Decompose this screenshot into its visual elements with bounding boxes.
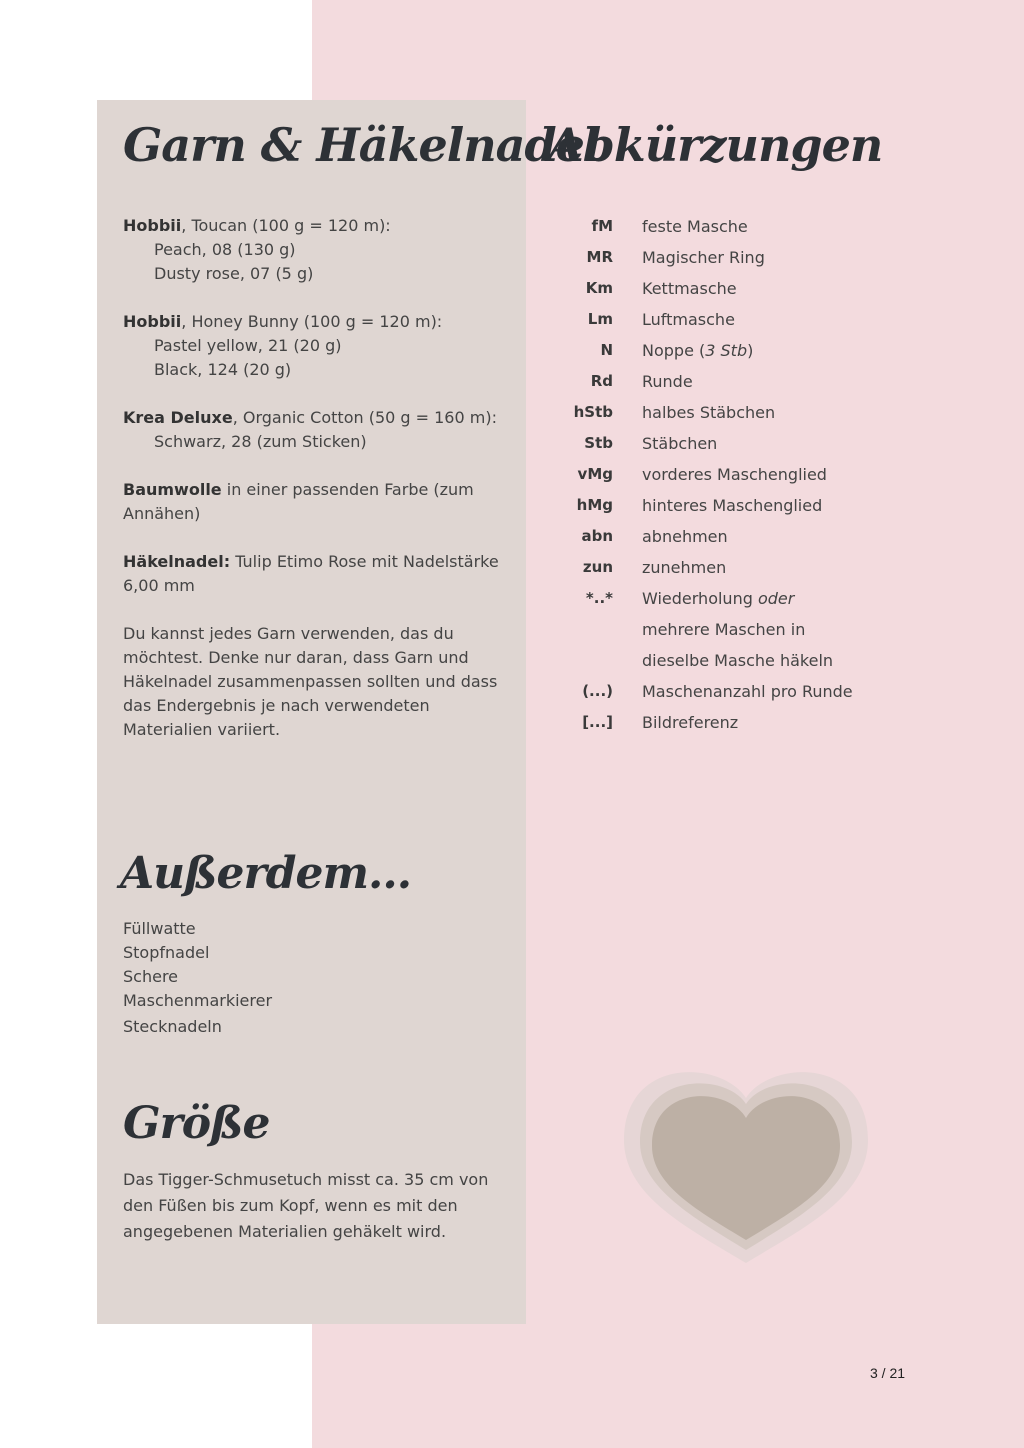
list-item: Schere	[123, 967, 179, 986]
yarn-color: Schwarz, 28 (zum Sticken)	[154, 432, 367, 451]
yarn-brand: Krea Deluxe	[123, 408, 233, 427]
abbreviation-text: zunehmen	[642, 558, 727, 577]
abbreviation-row	[548, 490, 878, 521]
list-item: Stecknadeln	[123, 1017, 222, 1036]
yarn-item	[123, 310, 503, 382]
yarn-color: Peach, 08 (130 g)	[154, 240, 296, 259]
abbreviation-row	[548, 459, 878, 490]
abbreviation-key: Stb	[584, 434, 613, 452]
abbreviation-row	[548, 428, 878, 459]
abbreviation-row	[548, 211, 878, 242]
abbreviations-heading: Abkürzungen	[548, 118, 883, 172]
abbreviation-text: Runde	[642, 372, 693, 391]
hook-item	[123, 550, 503, 598]
yarn-color: Pastel yellow, 21 (20 g)	[154, 336, 342, 355]
abbreviation-key: *..*	[585, 589, 613, 607]
abbreviation-emphasis: 3 Stb	[705, 341, 748, 360]
abbreviation-value	[642, 676, 862, 707]
abbreviation-text: abnehmen	[642, 527, 728, 546]
page-number: 3 / 21	[870, 1365, 906, 1381]
heart-icon	[622, 1058, 870, 1264]
extras-heading: Außerdem...	[120, 848, 412, 899]
abbreviation-key: (...)	[582, 682, 613, 700]
abbreviation-value	[642, 335, 862, 366]
abbreviation-row	[548, 304, 878, 335]
abbreviation-text: Kettmasche	[642, 279, 737, 298]
abbreviation-key: hMg	[576, 496, 613, 514]
yarn-brand: Hobbii	[123, 312, 182, 331]
yarn-heading: Garn & Häkelnadel	[123, 118, 601, 172]
abbreviation-row	[548, 707, 878, 738]
abbreviation-text-after: )	[747, 341, 754, 360]
abbreviation-text: Magischer Ring	[642, 248, 765, 267]
abbreviation-emphasis: oder	[757, 589, 795, 608]
abbreviation-key: abn	[581, 527, 613, 545]
hook-label: Häkelnadel:	[123, 552, 231, 571]
yarn-list	[123, 214, 503, 742]
abbreviation-row	[548, 552, 878, 583]
abbreviation-text: halbes Stäbchen	[642, 403, 776, 422]
abbreviation-value	[642, 459, 862, 490]
abbreviation-row	[548, 366, 878, 397]
abbreviation-key: Km	[585, 279, 613, 297]
abbreviation-row	[548, 521, 878, 552]
abbreviation-row	[548, 676, 878, 707]
yarn-brand: Hobbii	[123, 216, 182, 235]
abbreviation-text: Luftmasche	[642, 310, 735, 329]
abbreviation-key: Rd	[590, 372, 613, 390]
abbreviation-text: Wiederholung	[642, 589, 758, 608]
abbreviations-list	[548, 211, 878, 738]
abbreviation-value	[642, 397, 862, 428]
abbreviation-key: N	[600, 341, 613, 359]
abbreviation-value	[642, 490, 862, 521]
abbreviation-key: Lm	[587, 310, 613, 328]
hook-text: Tulip Etimo Rose mit Nadelstärke 6,00 mm	[123, 552, 499, 595]
abbreviation-key: MR	[586, 248, 613, 266]
cotton-label: Baumwolle	[123, 480, 222, 499]
abbreviation-row	[548, 397, 878, 428]
abbreviation-value	[642, 707, 862, 738]
size-heading: Größe	[123, 1098, 270, 1149]
list-item: Füllwatte	[123, 919, 196, 938]
yarn-product: , Toucan (100 g = 120 m):	[181, 216, 391, 235]
abbreviation-key: zun	[582, 558, 613, 576]
abbreviation-key: [...]	[582, 713, 613, 731]
abbreviation-text: feste Masche	[642, 217, 748, 236]
abbreviation-key: vMg	[577, 465, 613, 483]
abbreviation-row	[548, 583, 878, 676]
list-item: Maschenmarkierer	[123, 991, 273, 1010]
abbreviation-row	[548, 273, 878, 304]
abbreviation-value	[642, 521, 862, 552]
cotton-item	[123, 478, 503, 526]
yarn-product: , Organic Cotton (50 g = 160 m):	[232, 408, 497, 427]
abbreviation-value	[642, 304, 862, 335]
yarn-color: Black, 124 (20 g)	[154, 360, 292, 379]
abbreviation-text: Bildreferenz	[642, 713, 739, 732]
abbreviation-row	[548, 242, 878, 273]
yarn-product: , Honey Bunny (100 g = 120 m):	[181, 312, 443, 331]
abbreviation-value	[642, 583, 862, 676]
abbreviation-text: vorderes Maschenglied	[642, 465, 827, 484]
abbreviation-value	[642, 366, 862, 397]
abbreviation-text: Stäbchen	[642, 434, 718, 453]
abbreviation-row	[548, 335, 878, 366]
abbreviation-value	[642, 211, 862, 242]
cotton-text: in einer passenden Farbe (zum Annähen)	[123, 480, 474, 523]
abbreviation-text: hinteres Maschenglied	[642, 496, 823, 515]
yarn-item	[123, 214, 503, 286]
list-item: Stopfnadel	[123, 943, 210, 962]
abbreviation-key: fM	[591, 217, 613, 235]
abbreviation-value	[642, 273, 862, 304]
abbreviation-text: Noppe (	[642, 341, 706, 360]
abbreviation-text: Maschenanzahl pro Runde	[642, 682, 853, 701]
extras-list	[123, 917, 483, 1039]
abbreviation-key: hStb	[573, 403, 613, 421]
yarn-note: Du kannst jedes Garn verwenden, das du möchtest. Denke nur daran, dass Garn und Häkelnadel zusammenpassen sollten und dass das Endergebnis je nach verwendeten Materialien variiert.	[123, 624, 498, 739]
abbreviation-value	[642, 552, 862, 583]
size-text: Das Tigger-Schmusetuch misst ca. 35 cm von den Füßen bis zum Kopf, wenn es mit den angegebenen Materialien gehäkelt wird.	[123, 1170, 489, 1241]
abbreviation-text-after: mehrere Maschen in dieselbe Masche häkeln	[642, 620, 834, 670]
abbreviation-value	[642, 242, 862, 273]
abbreviation-value	[642, 428, 862, 459]
yarn-color: Dusty rose, 07 (5 g)	[154, 264, 314, 283]
yarn-item	[123, 406, 503, 454]
